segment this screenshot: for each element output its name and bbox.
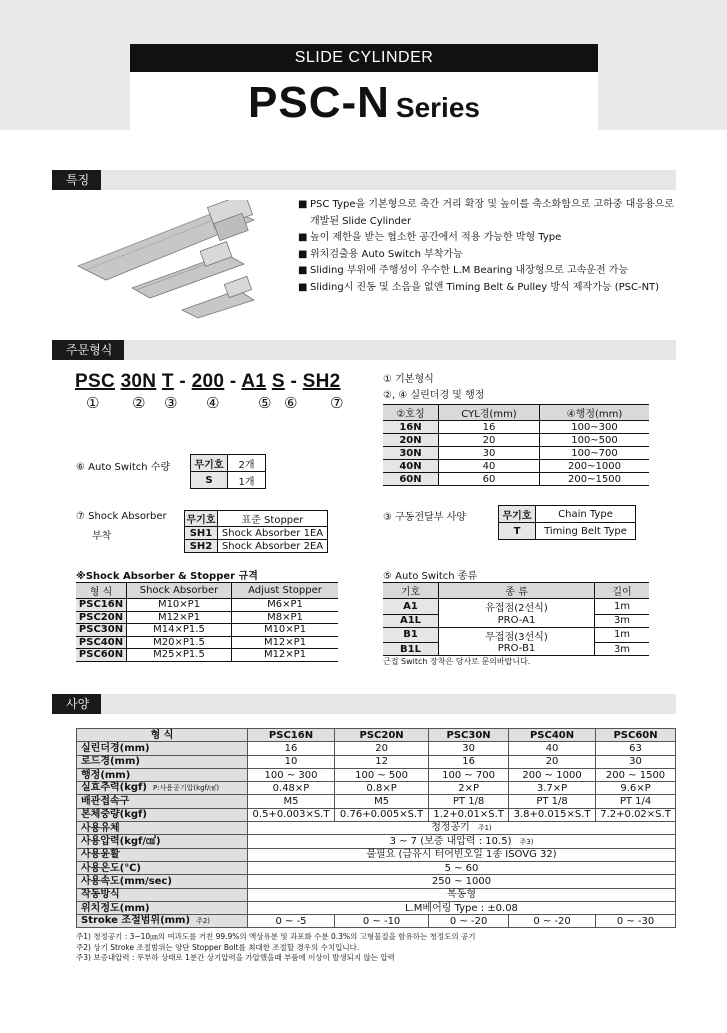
spec-cell-span: 3 ~ 7 (보증 내압력 : 10.5) 주3)	[248, 835, 676, 848]
shock-table: 무기호 표준 Stopper SH1 Shock Absorber 1EA SH2 Shock Absorber 2EA	[184, 510, 328, 553]
page-title	[130, 78, 598, 128]
auto-switch-qty-label: ⑥ Auto Switch 수량	[76, 462, 171, 473]
spec-row-label: 실린더경(mm)	[77, 742, 248, 755]
table-row: PSC30N M14×P1.5 M10×P1	[76, 624, 338, 637]
shock-label: ⑦ Shock Absorber	[76, 511, 167, 522]
spec-cell: M5	[248, 795, 335, 808]
spec-cell: 0 ~ -10	[335, 915, 429, 928]
switch-kind-title: ⑤ Auto Switch 종류	[383, 571, 478, 582]
spec-cell-span: 청정공기 주1)	[248, 822, 676, 835]
spec-row-label: 사용속도(mm/sec)	[77, 875, 248, 888]
table-row: PSC40N M20×P1.5 M12×P1	[76, 636, 338, 649]
spec-cell: 7.2+0.02×S.T	[596, 808, 676, 821]
section-ordering-label: 주문형식	[52, 340, 124, 360]
spec-cell: PT 1/4	[596, 795, 676, 808]
spec-row-label: 로드경(mm)	[77, 755, 248, 768]
model-part-switch: A1	[241, 371, 267, 392]
spec-cell: 2×P	[429, 782, 509, 795]
num-4: ④	[206, 394, 220, 412]
table-row: 30N 30 100~700	[383, 447, 649, 460]
auto-switch-qty-table: 무기호 2개 S 1개	[190, 454, 266, 489]
spec-row-label: Stroke 조절범위(mm) 주2)	[77, 915, 248, 928]
spec-cell: 0.5+0.003×S.T	[248, 808, 335, 821]
spec-note-2: 주2) 상기 Stroke 조절범위는 양단 Stopper Bolt를 최대한 조절할 경우의 수치입니다.	[76, 942, 360, 952]
spec-cell: 30	[596, 755, 676, 768]
spec-cell: 20	[335, 742, 429, 755]
model-part-bore: 30N	[120, 371, 157, 392]
title-suffix: Series	[395, 92, 480, 123]
table-row: A1L PRO-A1 3m	[383, 614, 649, 627]
spec-cell: 100 ~ 700	[429, 768, 509, 781]
spec-row-label: 사용온도(℃)	[77, 861, 248, 874]
spec-row	[77, 822, 676, 835]
table-row: 16N 16 100~300	[383, 421, 649, 434]
shock-label-2: 부착	[92, 531, 112, 542]
stopper-spec-table: 형 식 Shock Absorber Adjust Stopper PSC16N M10×P1 M6×P1 PSC20N M12×P1 M8×P1 PSC30N M14×P1.5 M10×P1 PSC40N M20×P1.5 M12×P1 PSC60N M25×P1.5 M12×P1	[76, 582, 338, 662]
switch-note: 근접 Switch 장착은 당사로 문의바랍니다.	[383, 657, 531, 666]
feature-item: ■ Sliding시 진동 및 소음을 없앤 Timing Belt & Pulley 방식 제작가능 (PSC-NT)	[298, 281, 660, 293]
spec-cell: 3.7×P	[509, 782, 596, 795]
num-7: ⑦	[330, 394, 344, 412]
spec-cell-span: 불필요 (급유시 터어빈오일 1종 ISOVG 32)	[248, 848, 676, 861]
spec-cell: 40	[509, 742, 596, 755]
spec-row	[77, 901, 676, 914]
spec-cell-span: 복동형	[248, 888, 676, 901]
spec-table: 형 식 PSC16N PSC20N PSC30N PSC40N PSC60N 실린더경(mm) 16 20 30 40 63 로드경(mm) 10 12 16 20 30 행정(mm) 100 ~ 300 100 ~ 500 100 ~ 700 200 ~ 1000 200 ~ 1500 실효추력(kgf) P:사용공기압(kgf/㎠) 0.48×P 0.8×P 2×P 3.7×P 9.6×P 배관접속구 M5 M5 PT 1/8 PT 1/8 PT 1/4 본체중량(kgf) 0.5+0.003×S.T 0.76+0.005×S.T 1.2+0.01×S.T 3.8+0.015×S.T 7.2+0.02×S.T 사용유체 청정공기 주1) 사용압력(kgf/㎠) 3 ~ 7 (보증 내압력 : 10.5) 주3) 사용윤활 불필요 (급유시 터어빈오일 1종 ISOVG 32) 사용온도(℃) 5 ~ 60 사용속도(mm/sec) 250 ~ 1000 작동방식 복동형 위치정도(mm) L.M베어링 Type : ±0.08 Stroke 조절범위(mm) 주2) 0 ~ -5 0 ~ -10 0 ~ -20 0 ~ -20 0 ~ -30	[76, 728, 676, 928]
spec-cell: 200 ~ 1000	[509, 768, 596, 781]
num-1: ①	[86, 394, 100, 412]
section-ordering	[52, 340, 676, 360]
drive-label: ③ 구동전달부 사양	[383, 512, 466, 523]
spec-notes	[76, 932, 696, 964]
spec-cell-span: L.M베어링 Type : ±0.08	[248, 901, 676, 914]
spec-cell: 3.8+0.015×S.T	[509, 808, 596, 821]
table-row: PSC16N M10×P1 M6×P1	[76, 599, 338, 612]
section-specs	[52, 694, 676, 714]
spec-row	[77, 742, 676, 755]
title-main: PSC-N	[248, 78, 390, 127]
spec-row	[77, 861, 676, 874]
spec-cell: 100 ~ 300	[248, 768, 335, 781]
model-part-shock: SH2	[302, 371, 341, 392]
spec-note-3: 주3) 보증내압력 : 무부하 상태로 1분간 상기압력을 가압했을때 부품에 이상이 발생되지 않는 압력	[76, 953, 395, 962]
spec-cell: M5	[335, 795, 429, 808]
spec-row	[77, 835, 676, 848]
feature-item: ■ PSC Type을 기본형으로 축간 거리 확장 및 높이를 축소화함으로 고하중 대응용으로	[298, 199, 674, 210]
spec-row-label: 사용유체	[77, 822, 248, 835]
spec-cell: 100 ~ 500	[335, 768, 429, 781]
note-bore-stroke: ②, ④ 실린더경 및 행정	[383, 390, 485, 401]
model-part-drive: T	[161, 371, 174, 392]
feature-item: ■ 높이 제한을 받는 협소한 공간에서 적용 가능한 박형 Type	[298, 232, 562, 243]
header-subtitle: SLIDE CYLINDER	[130, 44, 598, 72]
spec-cell-span: 5 ~ 60	[248, 861, 676, 874]
spec-cell: PT 1/8	[429, 795, 509, 808]
table-row: PSC60N M25×P1.5 M12×P1	[76, 649, 338, 662]
model-part-base: PSC	[75, 371, 115, 392]
spec-row-label: 위치정도(mm)	[77, 901, 248, 914]
spec-row	[77, 755, 676, 768]
switch-kind-table: 기호 종 류 길이 A1 유접점(2선식) 1m A1L PRO-A1 3m B1 무접점(3선식) 1m B1L PRO-B1 3m	[383, 582, 649, 656]
model-code: PSC 30N T - 200 - A1 S - SH2	[75, 371, 341, 392]
drive-table: 무기호 Chain Type T Timing Belt Type	[498, 505, 636, 540]
spec-row	[77, 875, 676, 888]
spec-cell-span: 250 ~ 1000	[248, 875, 676, 888]
spec-cell: 16	[248, 742, 335, 755]
section-specs-label: 사양	[52, 694, 101, 714]
spec-cell: 0.48×P	[248, 782, 335, 795]
spec-cell: 30	[429, 742, 509, 755]
spec-cell: 16	[429, 755, 509, 768]
spec-row-label: 실효추력(kgf) P:사용공기압(kgf/㎠)	[77, 782, 248, 795]
spec-cell: 0 ~ -5	[248, 915, 335, 928]
spec-cell: 20	[509, 755, 596, 768]
spec-cell: 0.76+0.005×S.T	[335, 808, 429, 821]
num-2: ②	[132, 394, 146, 412]
spec-cell: 12	[335, 755, 429, 768]
model-part-stroke: 200	[191, 371, 225, 392]
spec-row	[77, 768, 676, 781]
spec-cell: 1.2+0.01×S.T	[429, 808, 509, 821]
num-3: ③	[164, 394, 178, 412]
spec-cell: 0 ~ -30	[596, 915, 676, 928]
spec-row-label: 사용윤활	[77, 848, 248, 861]
spec-row	[77, 848, 676, 861]
table-row: PSC20N M12×P1 M8×P1	[76, 611, 338, 624]
bore-stroke-table: ②호칭 CYL경(mm) ④행정(mm) 16N 16 100~300 20N 20 100~500 30N 30 100~700 40N 40 200~1000 60N 60 200~1500	[383, 404, 649, 486]
feature-item-cont: 개발된 Slide Cylinder	[310, 215, 412, 227]
table-row: B1 무접점(3선식) 1m	[383, 627, 649, 643]
spec-cell: 0 ~ -20	[429, 915, 509, 928]
spec-cell: 200 ~ 1500	[596, 768, 676, 781]
spec-row-label: 본체중량(kgf)	[77, 808, 248, 821]
table-row: 40N 40 200~1000	[383, 460, 649, 473]
table-row: B1L PRO-B1 3m	[383, 643, 649, 656]
table-row: 20N 20 100~500	[383, 434, 649, 447]
spec-row	[77, 888, 676, 901]
spec-note-1: 주1) 청정공기 : 3~10㎛의 여과도를 거친 99.9%의 액상유분 및 과포화 수분 0.3%의 고형물질을 함유하는 청정도의 공기	[76, 932, 476, 941]
spec-row-label: 배관접속구	[77, 795, 248, 808]
spec-header-label: 형 식	[77, 729, 248, 742]
spec-cell: 63	[596, 742, 676, 755]
spec-row	[77, 782, 676, 795]
spec-cell: 0 ~ -20	[509, 915, 596, 928]
features-list	[298, 197, 698, 296]
spec-cell: 0.8×P	[335, 782, 429, 795]
spec-row	[77, 915, 676, 928]
spec-cell: PT 1/8	[509, 795, 596, 808]
model-part-qty: S	[271, 371, 285, 392]
stopper-spec-title: ※Shock Absorber & Stopper 규격	[76, 571, 258, 582]
spec-cell: 9.6×P	[596, 782, 676, 795]
table-row: 60N 60 200~1500	[383, 473, 649, 486]
spec-row-label: 작동방식	[77, 888, 248, 901]
spec-row	[77, 795, 676, 808]
spec-row-label: 사용압력(kgf/㎠)	[77, 835, 248, 848]
feature-item: ■ 위치검출용 Auto Switch 부착가능	[298, 248, 463, 260]
feature-item: ■ Sliding 부위에 주행성이 우수한 L.M Bearing 내장형으로 고속운전 가능	[298, 265, 629, 276]
spec-cell: 10	[248, 755, 335, 768]
note-base: ① 기본형식	[383, 374, 434, 385]
product-photo	[76, 200, 266, 320]
spec-row	[77, 808, 676, 821]
section-features-label: 특징	[52, 170, 101, 190]
section-features	[52, 170, 676, 190]
num-5: ⑤	[258, 394, 272, 412]
table-row: A1 유접점(2선식) 1m	[383, 599, 649, 615]
spec-row-label: 행정(mm)	[77, 768, 248, 781]
num-6: ⑥	[284, 394, 298, 412]
